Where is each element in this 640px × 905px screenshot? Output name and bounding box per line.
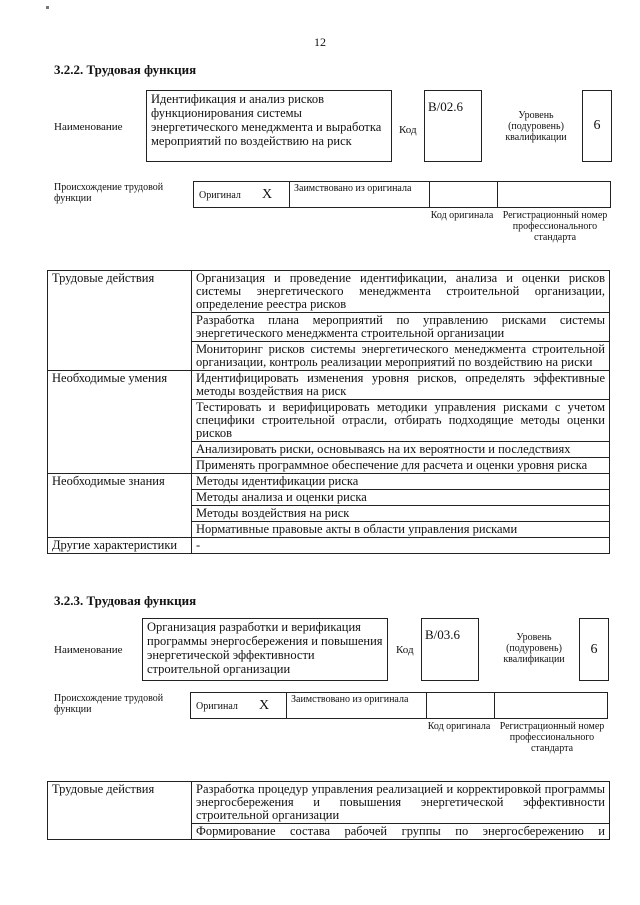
orig-code-caption: Код оригинала <box>430 210 494 221</box>
origin-label: Происхождение трудовой функции <box>54 693 164 715</box>
table-cell: Организация и проведение идентификации, анализа и оценки рисков системы энергетического менеджмента строительной организации, определение реестра рисков <box>192 271 610 313</box>
divider <box>286 693 287 718</box>
table-cell: Методы анализа и оценки риска <box>192 490 610 506</box>
table-cell: Разработка процедур управления реализацией и корректировкой программы энергосбережения и повышения энергетической эффективности строительной организации <box>192 782 610 824</box>
group-label: Трудовые действия <box>48 271 192 371</box>
borrowed-label: Заимствовано из оригинала <box>291 694 409 705</box>
function-table <box>47 270 610 554</box>
table-cell: Мониторинг рисков системы энергетического менеджмента строительной организации, контроль реализации мероприятий по воздействию на риски <box>192 342 610 371</box>
table-row <box>48 371 610 400</box>
name-label: Наименование <box>54 644 123 656</box>
level-box: 6 <box>582 90 612 162</box>
level-label: Уровень (подуровень) квалификации <box>505 110 567 143</box>
table-cell: Применять программное обеспечение для расчета и оценки уровня риска <box>192 458 610 474</box>
original-mark: X <box>262 187 273 202</box>
divider <box>494 693 495 718</box>
origin-row <box>190 692 608 719</box>
table-cell: Нормативные правовые акты в области управления рисками <box>192 522 610 538</box>
reg-number-caption: Регистрационный номер профессионального стандарта <box>502 210 608 243</box>
divider <box>426 693 427 718</box>
divider <box>289 182 290 207</box>
group-label: Трудовые действия <box>48 782 192 840</box>
code-label: Код <box>399 124 417 136</box>
level-label: Уровень (подуровень) квалификации <box>503 632 565 665</box>
reg-number-caption: Регистрационный номер профессионального стандарта <box>499 721 605 754</box>
section-heading: 3.2.2. Трудовая функция <box>54 62 197 77</box>
code-box: B/03.6 <box>421 618 479 681</box>
table-row <box>48 474 610 490</box>
section-heading: 3.2.3. Трудовая функция <box>54 593 197 608</box>
table-cell: Тестировать и верифицировать методики управления рисками с учетом специфики строительной отрасли, отбирать подходящие методы оценки рисков <box>192 400 610 442</box>
group-label: Другие характеристики <box>48 538 192 554</box>
divider <box>497 182 498 207</box>
function-name-box: Идентификация и анализ рисков функционирования системы энергетического менеджмента и выработка мероприятий по воздействию на риск <box>146 90 392 162</box>
origin-label: Происхождение трудовой функции <box>54 182 164 204</box>
name-label: Наименование <box>54 121 123 133</box>
table-row <box>48 782 610 824</box>
function-name-box: Организация разработки и верификация программы энергосбережения и повышения энергетической эффективности строительной организации <box>142 618 388 681</box>
table-cell: Формирование состава рабочей группы по энергосбережению и <box>192 824 610 840</box>
original-label: Оригинал <box>196 701 238 712</box>
original-mark: X <box>259 698 270 713</box>
table-cell: Идентифицировать изменения уровня рисков, определять эффективные методы воздействия на риск <box>192 371 610 400</box>
original-label: Оригинал <box>199 190 241 201</box>
table-cell: Методы идентификации риска <box>192 474 610 490</box>
table-row <box>48 271 610 313</box>
table-cell: - <box>192 538 610 554</box>
group-label: Необходимые знания <box>48 474 192 538</box>
group-label: Необходимые умения <box>48 371 192 474</box>
borrowed-label: Заимствовано из оригинала <box>294 183 412 194</box>
code-box: B/02.6 <box>424 90 482 162</box>
scan-speck <box>46 6 49 9</box>
origin-row <box>193 181 611 208</box>
divider <box>429 182 430 207</box>
function-table <box>47 781 610 840</box>
orig-code-caption: Код оригинала <box>427 721 491 732</box>
table-cell: Разработка плана мероприятий по управлению рисками системы энергетического менеджмента строительной организации <box>192 313 610 342</box>
table-cell: Методы воздействия на риск <box>192 506 610 522</box>
table-cell: Анализировать риски, основываясь на их вероятности и последствиях <box>192 442 610 458</box>
table-row <box>48 538 610 554</box>
code-label: Код <box>396 644 414 656</box>
level-box: 6 <box>579 618 609 681</box>
page-number: 12 <box>314 35 326 49</box>
